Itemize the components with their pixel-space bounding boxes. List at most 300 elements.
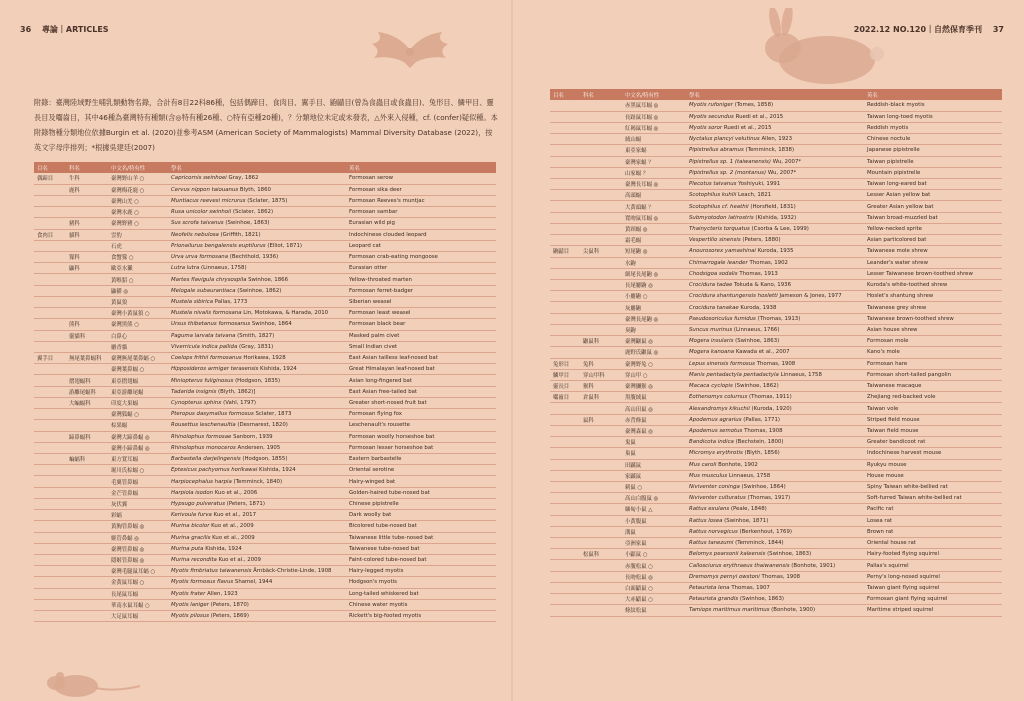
order-cell [34, 431, 66, 442]
binomial: Myotis formosus flavus [171, 579, 234, 586]
binomial: Rusa unicolor swinhoii [171, 209, 232, 216]
english-name-cell: Mountain pipistrelle [864, 167, 1002, 178]
binomial: Pipistrellus abramus [689, 147, 744, 154]
scientific-name-cell [168, 588, 346, 599]
table-row [34, 431, 496, 442]
table-row [550, 291, 1002, 302]
english-name-cell: Taiwan giant flying squirrel [864, 582, 1002, 593]
scientific-name-cell [686, 190, 864, 201]
table-row [34, 240, 496, 251]
table-row [34, 465, 496, 476]
binomial: Coelops frithii formosanus [171, 355, 242, 362]
scientific-name-cell [686, 437, 864, 448]
scientific-name-cell [168, 218, 346, 229]
chinese-name-cell: 東亞游離尾蝠 [108, 386, 168, 397]
binomial: Murina bicolor [171, 523, 210, 530]
table-row [550, 425, 1002, 436]
chinese-name-cell: 溝鼠 [622, 526, 686, 537]
order-cell [550, 280, 580, 291]
family-cell [66, 409, 108, 420]
family-cell [580, 257, 622, 268]
binomial: Chimarrogale leander [689, 259, 748, 266]
authority: Wu, 2007* [767, 169, 797, 176]
binomial: Thainycteris torquatus [689, 226, 750, 233]
english-name-cell: Great Himalayan leaf-nosed bat [346, 364, 496, 375]
chinese-name-cell: 長吻松鼠 ◎ [622, 571, 686, 582]
authority: (Kishida, 1932) [755, 214, 797, 221]
order-cell [34, 319, 66, 330]
family-cell [66, 240, 108, 251]
binomial: Belomys pearsonii kaleensis [689, 551, 766, 558]
binomial: Martes flavigula chrysospila [171, 276, 247, 283]
table-row [550, 167, 1002, 178]
col-family: 科名 [583, 92, 594, 99]
order-cell: 兔形目 [550, 358, 580, 369]
scientific-name-cell [686, 481, 864, 492]
binomial: Micromys erythrotis [689, 450, 743, 457]
binomial: Rattus tanezumi [689, 540, 734, 547]
scientific-name-cell [686, 246, 864, 257]
table-row [34, 207, 496, 218]
scientific-name-cell [686, 549, 864, 560]
table-row [550, 190, 1002, 201]
chinese-name-cell: 臺灣山羌 ○ [108, 195, 168, 206]
order-cell [34, 465, 66, 476]
order-cell [550, 560, 580, 571]
scientific-name-cell [686, 156, 864, 167]
binomial: Kerivoula furva [171, 512, 212, 519]
chinese-name-cell: 金黃鼠耳蝠 ○ [108, 577, 168, 588]
authority: (Blyth, 1862)] [218, 388, 256, 395]
order-cell [34, 252, 66, 263]
family-cell [580, 291, 622, 302]
family-cell [66, 577, 108, 588]
chinese-name-cell: 田鼷鼠 [622, 459, 686, 470]
scientific-name-cell [686, 459, 864, 470]
table-row [550, 100, 1002, 111]
binomial: Tadarida insignis [171, 388, 217, 395]
english-name-cell: Asian house shrew [864, 324, 1002, 335]
family-cell: 猴科 [580, 380, 622, 391]
english-name-cell: Taiwan long-eared bat [864, 179, 1002, 190]
english-name-cell: Rickett's big-footed myotis [346, 611, 496, 622]
binomial: Pteropus dasymallus formosus [171, 411, 254, 418]
order-cell [550, 324, 580, 335]
authority: Ärnbäck-Christie-Linde, 1908 [253, 568, 332, 575]
col-english-name: 英名 [867, 92, 878, 99]
family-cell [66, 554, 108, 565]
binomial: Chodsigoa sodalis [689, 270, 738, 277]
binomial: Rattus norvegicus [689, 528, 738, 535]
order-cell [550, 156, 580, 167]
binomial: Cynopterus sphinx [171, 399, 222, 406]
order-cell [550, 425, 580, 436]
binomial: Murina puta [171, 545, 204, 552]
family-cell: 鼴鼠科 [580, 336, 622, 347]
authority: Shamel, 1944 [234, 579, 273, 586]
authority: Allen, 1923 [207, 590, 238, 597]
english-name-cell: Yellow-throated marten [346, 274, 496, 285]
family-cell: 牛科 [66, 173, 108, 184]
english-name-cell: Lesser Asian yellow bat [864, 190, 1002, 201]
chinese-name-cell: 紅褐鼠耳蝠 ◎ [622, 122, 686, 133]
order-cell [550, 179, 580, 190]
family-cell [580, 167, 622, 178]
table-row [550, 246, 1002, 257]
family-cell [580, 347, 622, 358]
order-cell [550, 493, 580, 504]
authority: (Horsfield, 1831) [750, 203, 796, 210]
authority: (Vahl, 1797) [223, 399, 256, 406]
binomial: Submyotodon latirostris [689, 214, 754, 221]
english-name-cell: Japanese pipistrelle [864, 145, 1002, 156]
binomial: Ursus thibetanus formosanus [171, 321, 251, 328]
binomial: Niviventer coninga [689, 484, 740, 491]
order-cell [550, 111, 580, 122]
table-row [550, 594, 1002, 605]
table-row [550, 369, 1002, 380]
chinese-name-cell: 臭鼩 [622, 324, 686, 335]
order-cell [550, 122, 580, 133]
chinese-name-cell: 食蟹獴 ○ [108, 252, 168, 263]
authority: (Berkenhout, 1769) [739, 528, 792, 535]
chinese-name-cell: 水鼩 [622, 257, 686, 268]
col-chinese-name: 中文名/特有性 [111, 165, 146, 172]
order-cell [550, 145, 580, 156]
english-name-cell: Asian particolored bat [864, 235, 1002, 246]
scientific-name-cell [686, 504, 864, 515]
english-name-cell: East Asian free-tailed bat [346, 386, 496, 397]
table-row [34, 386, 496, 397]
authority: Leach, 1821 [738, 192, 772, 199]
order-cell [34, 599, 66, 610]
chinese-name-cell: 長趾鼠耳蝠 ◎ [622, 111, 686, 122]
family-cell [580, 201, 622, 212]
english-name-cell: Oriental serotine [346, 465, 496, 476]
order-cell: 鼩鼱目 [550, 246, 580, 257]
order-cell [34, 375, 66, 386]
table-row [34, 442, 496, 453]
table-row [550, 111, 1002, 122]
table-row [550, 223, 1002, 234]
table-row [550, 448, 1002, 459]
chinese-name-cell: 臺灣水鹿 ○ [108, 207, 168, 218]
binomial: Murina recondita [171, 557, 217, 564]
family-cell [66, 420, 108, 431]
family-cell: 穿山甲科 [580, 369, 622, 380]
family-cell [66, 442, 108, 453]
table-row [550, 538, 1002, 549]
binomial: Myotis pilosus [171, 613, 210, 620]
english-name-cell: Dark woolly bat [346, 510, 496, 521]
english-name-cell: Formosan mole [864, 336, 1002, 347]
scientific-name-cell [686, 403, 864, 414]
binomial: Eptesicus pachyomus horikawai [171, 467, 258, 474]
family-cell: 倉鼠科 [580, 392, 622, 403]
chinese-name-cell: 臺灣黑熊 ○ [108, 319, 168, 330]
authority: Allen, 1923 [761, 136, 792, 143]
english-name-cell: Yellow-necked sprite [864, 223, 1002, 234]
authority: Kishida, 1924 [260, 366, 297, 373]
chinese-name-cell: 條紋松鼠 [622, 605, 686, 616]
col-english-name: 英名 [349, 165, 360, 172]
english-name-cell: Hairy-winged bat [346, 476, 496, 487]
chinese-name-cell: 黃鼠狼 [108, 296, 168, 307]
family-cell [66, 532, 108, 543]
binomial: Mogera kanoana [689, 349, 735, 356]
english-name-cell: Small Indian civet [346, 341, 496, 352]
chinese-name-cell: 雲豹 [108, 229, 168, 240]
scientific-name-cell [168, 263, 346, 274]
family-cell [580, 425, 622, 436]
authority: Sclater, 1873 [255, 411, 292, 418]
english-name-cell: Kano's mole [864, 347, 1002, 358]
chinese-name-cell: 隱姬管鼻蝠 ◎ [108, 554, 168, 565]
order-cell [550, 582, 580, 593]
table-row [34, 487, 496, 498]
binomial: Manis pentadactyla pentadactyla [689, 371, 779, 378]
chinese-name-cell: 金芒管鼻蝠 [108, 487, 168, 498]
english-name-cell: Taiwanese mole shrew [864, 246, 1002, 257]
english-name-cell: Brown rat [864, 526, 1002, 537]
family-cell [580, 145, 622, 156]
chinese-name-cell: 臺灣野山羊 ○ [108, 173, 168, 184]
chinese-name-cell: 彩蝠 [108, 510, 168, 521]
scientific-name-cell [168, 364, 346, 375]
chinese-name-cell: 大黃頭蝠 ？ [622, 201, 686, 212]
table-row [550, 201, 1002, 212]
authority: (Swinhoe, 1863) [735, 338, 780, 345]
table-row [34, 263, 496, 274]
binomial: Rhinolophus formosae [171, 433, 232, 440]
english-name-cell: Taiwanese little tube-nosed bat [346, 532, 496, 543]
table-row [34, 611, 496, 622]
family-cell: 鼬科 [66, 263, 108, 274]
english-name-cell: Chinese noctule [864, 134, 1002, 145]
english-name-cell: Eurasian otter [346, 263, 496, 274]
order-cell [550, 167, 580, 178]
order-cell [550, 235, 580, 246]
authority: Kuo et al., 2006 [214, 489, 258, 496]
chinese-name-cell: 灰麝鼩 [622, 302, 686, 313]
english-name-cell: Leschenault's rousette [346, 420, 496, 431]
english-name-cell: Ryukyu mouse [864, 459, 1002, 470]
table-row [550, 515, 1002, 526]
family-cell [580, 493, 622, 504]
order-cell [34, 207, 66, 218]
english-name-cell: Chinese pipistrelle [346, 498, 496, 509]
english-name-cell: Perny's long-nosed squirrel [864, 571, 1002, 582]
order-cell: 偶蹄目 [34, 173, 66, 184]
chinese-name-cell: 小鼯鼠 ○ [622, 549, 686, 560]
page-gutter [511, 0, 513, 701]
binomial: Paguma larvata taivana [171, 332, 236, 339]
chinese-name-cell: 臺灣無尾葉鼻蝠 ○ [108, 353, 168, 364]
order-cell [34, 442, 66, 453]
table-row [34, 453, 496, 464]
binomial: Apodemus semotus [689, 427, 743, 434]
scientific-name-cell [686, 167, 864, 178]
binomial: Harpiola isodon [171, 489, 214, 496]
table-row [550, 145, 1002, 156]
order-cell [550, 134, 580, 145]
chinese-name-cell: 臺灣梅花鹿 ○ [108, 184, 168, 195]
family-cell: 蹄鼻蝠科 [66, 431, 108, 442]
table-row [34, 364, 496, 375]
scientific-name-cell [686, 470, 864, 481]
scientific-name-cell [686, 526, 864, 537]
english-name-cell: Formosan giant flying squirrel [864, 594, 1002, 605]
order-cell [34, 386, 66, 397]
order-cell [550, 549, 580, 560]
authority: (Peters, 1871) [226, 500, 265, 507]
scientific-name-cell [686, 347, 864, 358]
family-cell [66, 566, 108, 577]
scientific-name-cell [168, 420, 346, 431]
table-row [550, 526, 1002, 537]
authority: Tokuda & Kano, 1936 [734, 282, 792, 289]
chinese-name-cell: 堀川氏棕蝠 ○ [108, 465, 168, 476]
scientific-name-cell [168, 184, 346, 195]
table-row [34, 319, 496, 330]
scientific-name-cell [686, 358, 864, 369]
scientific-name-cell [686, 538, 864, 549]
order-cell [34, 487, 66, 498]
table-row [550, 582, 1002, 593]
family-cell: 松鼠科 [580, 549, 622, 560]
english-name-cell: Taiwan long-toed myotis [864, 111, 1002, 122]
order-cell [550, 448, 580, 459]
binomial: Lepus sinensis formosus [689, 360, 755, 367]
order-cell: 靈長目 [550, 380, 580, 391]
table-header-row [550, 89, 1002, 100]
authority: (Thomas, 1917) [747, 495, 791, 502]
chinese-name-cell: 麝香貓 [108, 341, 168, 352]
english-name-cell: Taiwanese brown-toothed shrew [864, 313, 1002, 324]
binomial: Barbastella darjelingensis [171, 456, 241, 463]
scientific-name-cell [686, 100, 864, 111]
chinese-name-cell: 赤黑鼠耳蝠 ◎ [622, 100, 686, 111]
binomial: Anourosorex yamashinai [689, 248, 756, 255]
table-row [34, 498, 496, 509]
english-name-cell: Taiwan field mouse [864, 425, 1002, 436]
english-name-cell: Formosan serow [346, 173, 496, 184]
binomial: Scotophilus cf. heathii [689, 203, 749, 210]
table-row [34, 218, 496, 229]
authority: Kuroda, 1935 [757, 248, 794, 255]
authority: Bonhote, 1902 [718, 461, 758, 468]
english-name-cell: Reddish myotis [864, 122, 1002, 133]
table-row [34, 341, 496, 352]
family-cell [66, 599, 108, 610]
binomial: Scotophilus kuhlii [689, 192, 737, 199]
chinese-name-cell: 巢鼠 [622, 448, 686, 459]
chinese-name-cell: 臺灣長尾鼩 ◎ [622, 313, 686, 324]
chinese-name-cell: 鬼鼠 [622, 437, 686, 448]
rabbit-silhouette-icon [745, 8, 895, 86]
english-name-cell: Formosan hare [864, 358, 1002, 369]
english-name-cell: Zhejiang red-backed vole [864, 392, 1002, 403]
order-cell [550, 201, 580, 212]
table-row [550, 212, 1002, 223]
authority: (Thomas, 1913) [757, 315, 801, 322]
family-cell [580, 437, 622, 448]
family-cell [580, 560, 622, 571]
chinese-name-cell: 亞洲家鼠 [622, 538, 686, 549]
english-name-cell: Formosan woolly horseshoe bat [346, 431, 496, 442]
authority: (Pallas, 1771) [743, 416, 781, 423]
scientific-name-cell [686, 179, 864, 190]
family-cell [580, 190, 622, 201]
chinese-name-cell: 臺灣長耳蝠 ◎ [622, 179, 686, 190]
order-cell [550, 437, 580, 448]
table-row [34, 521, 496, 532]
family-cell [66, 476, 108, 487]
chinese-name-cell: 霜毛蝠 [622, 235, 686, 246]
binomial: Plecotus taivanus [689, 181, 737, 188]
order-cell [550, 257, 580, 268]
family-cell [580, 212, 622, 223]
binomial: Myotis fimbriatus taiwanensis [171, 568, 252, 575]
order-cell [550, 302, 580, 313]
family-cell [66, 465, 108, 476]
english-name-cell: Bicolored tube-nosed bat [346, 521, 496, 532]
binomial: Prionailurus bengalensis euptilurus [171, 242, 266, 249]
order-cell [550, 605, 580, 616]
authority: Horikawa, 1928 [243, 355, 286, 362]
authority: (Sclater, 1862) [232, 209, 274, 216]
english-name-cell: Spiny Taiwan white-bellied rat [864, 481, 1002, 492]
english-name-cell: East Asian tailless leaf-nosed bat [346, 353, 496, 364]
binomial: Crocidura tadae [689, 282, 733, 289]
col-scientific-name: 學名 [171, 165, 182, 172]
english-name-cell: Taiwanese grey shrew [864, 302, 1002, 313]
chinese-name-cell: 臺灣管鼻蝠 ◎ [108, 543, 168, 554]
authority: Swinhoe, 1864 [251, 321, 292, 328]
family-cell [66, 510, 108, 521]
table-row [34, 296, 496, 307]
binomial: Melogale subaurantiaca [171, 287, 236, 294]
authority: Ruedi et al., 2015 [723, 125, 772, 132]
table-row [34, 285, 496, 296]
family-cell [580, 302, 622, 313]
scientific-name-cell [686, 223, 864, 234]
family-cell [580, 179, 622, 190]
family-cell: 無尾葉鼻蝠科 [66, 353, 108, 364]
scientific-name-cell [686, 257, 864, 268]
scientific-name-cell [686, 582, 864, 593]
scientific-name-cell [686, 336, 864, 347]
family-cell [580, 504, 622, 515]
authority: (Csorba & Lee, 1999) [751, 226, 809, 233]
mammal-table-right [550, 89, 1002, 617]
binomial: Mustela nivalis formosana [171, 310, 242, 317]
order-cell [34, 577, 66, 588]
table-row [550, 571, 1002, 582]
binomial: Myotis frater [171, 590, 206, 597]
scientific-name-cell [168, 229, 346, 240]
chinese-name-cell: 刺鼠 ○ [622, 481, 686, 492]
family-cell [580, 235, 622, 246]
table-row [34, 184, 496, 195]
scientific-name-cell [168, 252, 346, 263]
authority: (Linnaeus, 1758) [201, 265, 247, 272]
family-cell [580, 403, 622, 414]
family-cell [580, 280, 622, 291]
chinese-name-cell: 絨山蝠 [622, 134, 686, 145]
order-cell: 食肉目 [34, 229, 66, 240]
binomial: Myotis rufoniger [689, 102, 733, 109]
